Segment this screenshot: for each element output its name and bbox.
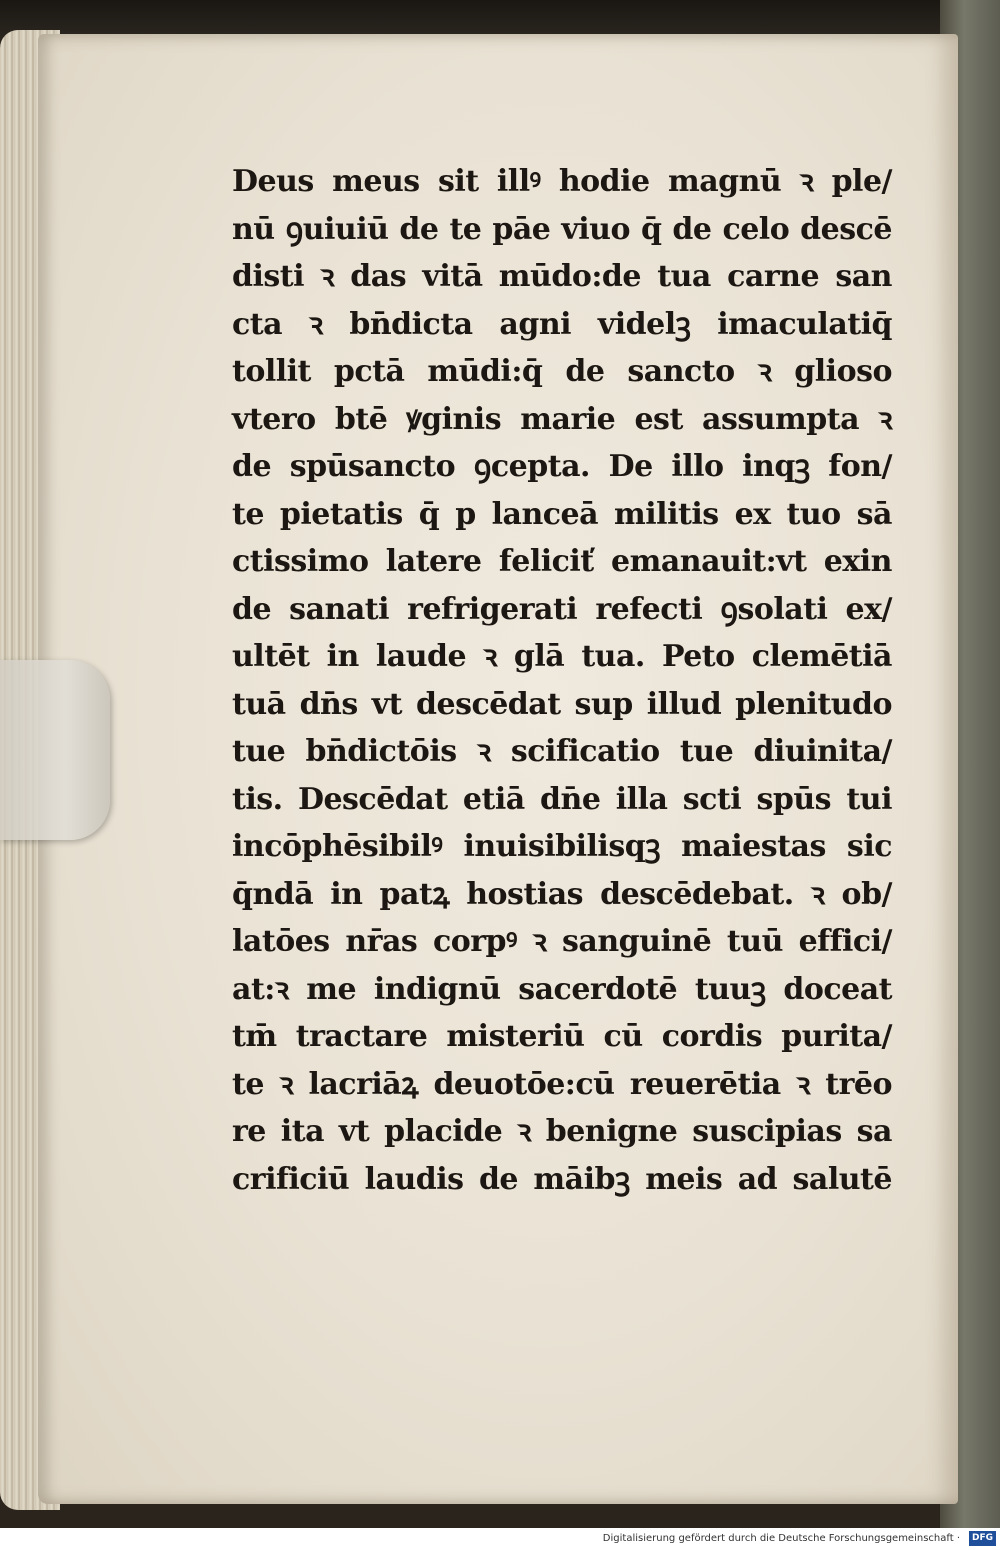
text-line: re ita vt placide ꝛ benigne suscipias sa — [232, 1114, 892, 1149]
footer — [0, 1528, 1000, 1550]
text-line: de spūsancto ꝯcepta. De illo inqꝫ fon/ — [232, 449, 892, 484]
text-line: nū ꝯuiuiū de te pāe viuo q̄ de celo descē — [232, 211, 892, 247]
text-line: te pietatis q̄ p lanceā militis ex tuo sā — [232, 496, 892, 532]
text-line: latōes nr̄as corpꝰ ꝛ sanguinē tuū effici/ — [232, 924, 892, 959]
page-holder-clip — [0, 660, 110, 840]
dfg-logo: DFG — [969, 1531, 996, 1546]
text-line: te ꝛ lacriāꝝ deuotōe:cū reuerētia ꝛ trēo — [232, 1066, 892, 1102]
text-line: at:ꝛ me indignū sacerdotē tuuꝫ doceat — [232, 971, 892, 1007]
text-line: cta ꝛ bn̄dicta agni videlꝫ imaculatiq̄ — [232, 306, 892, 342]
text-line: tm̄ tractare misteriū cū cordis purita/ — [232, 1019, 892, 1054]
text-line: tollit pctā mūdi:q̄ de sancto ꝛ glioso — [232, 354, 892, 389]
text-line: disti ꝛ das vitā mūdo:de tua carne san — [232, 259, 892, 294]
text-line: Deus meus sit illꝰ hodie magnū ꝛ ple/ — [232, 164, 892, 199]
text-line: tue bn̄dictōis ꝛ scificatio tue diuinita/ — [232, 734, 892, 769]
text-line: q̄ndā in patꝝ hostias descēdebat. ꝛ ob/ — [232, 876, 892, 912]
text-line: crificiū laudis de māibꝫ meis ad salutē — [232, 1161, 892, 1197]
text-line: ultēt in laude ꝛ glā tua. Peto clemētiā — [232, 639, 892, 674]
text-line: tuā dn̄s vt descēdat sup illud plenitudo — [232, 686, 892, 722]
text-line: de sanati refrigerati refecti ꝯsolati ex/ — [232, 591, 892, 627]
text-line: ctissimo latere feliciť emanauit:vt exin — [232, 544, 892, 579]
text-line: vtero btē ꝟginis marie est assumpta ꝛ — [232, 401, 892, 437]
text-line: incōphēsibilꝰ inuisibilisqꝫ maiestas sic — [232, 829, 892, 864]
funding-credit: Digitalisierung gefördert durch die Deutsche Forschungsgemeinschaft · — [602, 1533, 960, 1544]
page-text — [232, 158, 892, 1203]
text-line: tis. Descēdat etiā dn̄e illa scti spūs tui — [232, 781, 892, 817]
